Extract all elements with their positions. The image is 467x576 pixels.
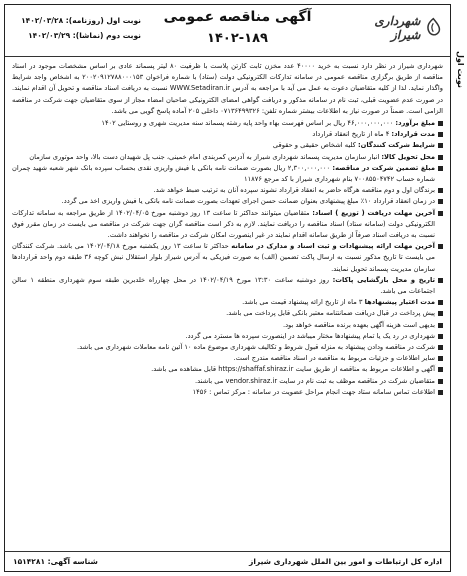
square-bullet-icon (438, 278, 443, 283)
condition-item (12, 353, 443, 364)
condition-label: آخرین مهلت دریافت ( توزیع ) اسناد: (312, 208, 436, 217)
condition-label: تاریخ و محل بازگشایی پاکات: (332, 275, 435, 284)
condition-text (12, 196, 435, 207)
square-bullet-icon (438, 211, 443, 216)
condition-item (12, 152, 443, 163)
square-bullet-icon (438, 367, 443, 372)
square-bullet-icon (438, 323, 443, 328)
condition-value: پیش پرداخت در قبال دریافت ضمانتنامه معتبر بانکی قابل پرداخت می باشد. (226, 309, 435, 318)
condition-item (12, 185, 443, 196)
condition-text (12, 320, 435, 331)
notice-title: آگهی مناقصه عمومی (163, 9, 312, 25)
condition-text (12, 387, 435, 398)
condition-value: شهرداری در رد یک یا تمام پیشنهادها مختار میباشد در اینصورت سپرده ها مسترد می گردد. (185, 331, 435, 340)
condition-label: آخرین مهلت ارائه پیشنهادات و ثبت اسناد و مدارک در سامانه (231, 242, 435, 251)
square-bullet-icon (438, 244, 443, 249)
condition-label: محل تحویل کالا: (381, 152, 435, 161)
publication-side-label: نوبت اول (456, 50, 465, 88)
condition-item (12, 331, 443, 342)
condition-item (12, 364, 443, 375)
condition-text (12, 163, 435, 185)
condition-item (12, 208, 443, 242)
condition-value: متقاضیان میتوانند حداکثر تا ساعت ۱۳ روز دوشنبه مورخ ۱۴۰۲/۰۴/۰۵ از طریق مراجعه به سامانه تدارکات الکترونیکی دولت (سامانه ستاد) اسناد مناقصه را دریافت نمایند. لازم به ذکر است مناقصه گران جهت شرکت در مناقصه می بایست در زمان مقرر فوق نسبت به دریافت اسناد صرفاً از طریق سامانه اقدام نمایند در غیر اینصورت امکان شرکت در مناقصه را نخواهند داشت. (12, 208, 435, 240)
condition-text (12, 364, 435, 375)
condition-value: متقاضیان شرکت در مناقصه موظف به ثبت نام در سایت vendor.shiraz.ir می باشند. (194, 376, 435, 385)
notice-code: ۱۴۰۲-۱۸۹ (207, 31, 268, 46)
condition-item (12, 140, 443, 151)
notice-body (5, 57, 450, 398)
notice-frame (4, 4, 451, 572)
condition-text (12, 342, 435, 353)
square-bullet-icon (438, 311, 443, 316)
intro-paragraph: شهرداری شیراز در نظر دارد نسبت به خرید ۴۰۰۰۰ عدد مخزن ثابت کارتن پلاست با ظرفیت ۸۰ لیتر پسماند عادی بر اساس مشخصات موجود در اسناد مناقصه از طریق برگزاری مناقصه عمومی در سامانه تدارکات الکترونیکی دولت (ستاد) با شماره فراخوان ۲۰۰۲۰۹۱۲۷۸۸۰۰۰۱۵۳ به اشخاص واجد شرایط واگذار نماید. لذا از کلیه متقاضیان دعوت به عمل می آید با مراجعه به آدرس WWW.Setadiran.ir نسبت به دریافت اسناد مناقصه و تحویل آن اقدام نمایند. در صورت عدم عضویت قبلی، ثبت نام در سامانه مذکور و دریافت گواهی امضای الکترونیکی صاحبان امضاء مجاز از سوی متقاضیان جهت شرکت در مناقصه الزامی است. ضمناً در صورت نیاز به اطلاعات بیشتر شماره تلفن: ۰۷۱۳۶۴۹۹۳۲۶ داخلی ۲۰۵ آماده پاسخ گویی می باشد. (12, 62, 443, 115)
square-bullet-icon (438, 132, 443, 137)
condition-item (12, 275, 443, 297)
condition-value: روز دوشنبه ساعت ۱۳:۳۰ مورخ ۱۴۰۲/۰۴/۱۹ در محل چهارراه خلدبرین طبقه سوم شهرداری منطقه ۱ سالن اجتماعات می باشد. (12, 275, 435, 296)
condition-item (12, 320, 443, 331)
square-bullet-icon (438, 199, 443, 204)
condition-value: ۲,۳۰۰,۰۰۰,۰۰۰ ریال بصورت ضمانت نامه بانکی یا فیش واریزی نقدی بحساب سپرده بانک شهر شعبه شهید چمران شماره حساب ۷۰۰۸۵۵۰۴۷۴۲ بنام شهرداری شیراز با کد مرجع ۱۱۸۷۶ (12, 163, 435, 184)
condition-value: انبار سازمان مدیریت پسماند شهرداری شیراز به آدرس کمربندی امام خمینی، جنب پل شهیدان دست بالا، واحد موتوری سازمان (29, 152, 380, 161)
condition-text (12, 185, 435, 196)
condition-item (12, 308, 443, 319)
square-bullet-icon (438, 390, 443, 395)
condition-label: شرایط شرکت کنندگان: (357, 141, 435, 150)
condition-label: مبلغ تضمین شرکت در مناقصه: (332, 163, 435, 172)
logo-text: شهرداری شیراز (374, 14, 421, 42)
condition-text (12, 140, 435, 151)
notice-footer (5, 551, 450, 571)
condition-value: کلیه اشخاص حقیقی و حقوقی (272, 141, 356, 150)
condition-text (12, 308, 435, 319)
condition-item (12, 163, 443, 185)
condition-value: سایر اطلاعات و جزئیات مربوط به مناقصه در اسناد مناقصه مندرج است. (233, 354, 435, 363)
condition-value: اطلاعات تماس سامانه ستاد جهت انجام مراحل عضویت در سامانه : مرکز تماس : ۱۴۵۶ (192, 387, 435, 396)
condition-item (12, 241, 443, 275)
condition-text (12, 208, 435, 242)
department-name: اداره کل ارتباطات و امور بین الملل شهرداری شیراز (249, 557, 442, 566)
notice-header (5, 5, 450, 57)
condition-label: مدت اعتبار پیشنهادها (364, 298, 435, 307)
condition-text (12, 118, 435, 129)
condition-value: شرکت در مناقصه ودادن پیشنهاد به منزله قبول شروط و تکالیف شهرداری موضوع ماده ۱۰ آئین نامه معاملات شهرداری می باشد. (76, 343, 435, 352)
condition-item (12, 196, 443, 207)
condition-text (12, 376, 435, 387)
condition-item (12, 297, 443, 308)
second-publication-date: نوبت دوم (نماشا): ۱۴۰۲/۰۳/۲۹ (28, 31, 141, 40)
condition-text (12, 331, 435, 342)
condition-item (12, 342, 443, 353)
square-bullet-icon (438, 334, 443, 339)
condition-item (12, 118, 443, 129)
condition-text (12, 241, 435, 275)
square-bullet-icon (438, 121, 443, 126)
square-bullet-icon (438, 166, 443, 171)
publication-dates (13, 13, 141, 43)
square-bullet-icon (438, 188, 443, 193)
square-bullet-icon (438, 155, 443, 160)
square-bullet-icon (438, 143, 443, 148)
shiraz-municipality-logo (346, 13, 444, 43)
condition-value: در زمان انعقاد قرارداد ۱۰٪ مبلغ پیشنهادی بعنوان ضمانت حسن اجرای تعهدات بصورت ضمانت نامه بانکی یا فیش واریزی اخذ می گردد. (61, 197, 435, 206)
condition-text (12, 297, 435, 308)
condition-value: بدیهی است هزینه آگهی بعهده برنده مناقصه خواهد بود. (282, 320, 435, 329)
square-bullet-icon (438, 345, 443, 350)
condition-label: مدت قرارداد: (391, 130, 435, 139)
condition-value: حداکثر تا ساعت ۱۳ روز یکشنبه مورخ ۱۴۰۲/۰۴/۱۸ می باشد. شرکت کنندگان می بایست تا تاریخ مذکور نسبت به ارسال پاکت تضمین (الف) به صورت فیزیکی به آدرس شیراز بلوار استقلال نبش کوچه ۳۶ طبقه دوم واحد قراردادها سازمان مدیریت پسماند تحویل نمایند. (12, 242, 435, 273)
conditions-list (12, 118, 443, 398)
municipality-emblem-icon (423, 16, 444, 40)
condition-label: مبلغ برآورد: (395, 119, 435, 128)
condition-value: ۴۶,۰۰۰,۰۰۰,۰۰۰ ریال بر اساس فهرست بهاء واحد پایه رشته پسماند سنه مدیریت شهری و روستایی ۱۴۰۲ (101, 119, 394, 128)
condition-value: ۳ ماه از تاریخ ارائه پیشنهاد قیمت می باشد. (242, 298, 363, 307)
condition-text (12, 275, 435, 297)
condition-item (12, 376, 443, 387)
condition-item (12, 387, 443, 398)
condition-value: آگهی و اطلاعات مربوط به مناقصه از طریق سایت https://shaffaf.shiraz.ir قابل مشاهده می باشد. (151, 365, 435, 374)
condition-text (12, 353, 435, 364)
square-bullet-icon (438, 379, 443, 384)
condition-text (12, 129, 435, 140)
ad-id: شناسه آگهی: ۱۵۱۴۲۸۱ (13, 557, 98, 566)
square-bullet-icon (438, 356, 443, 361)
condition-value: برندگان اول و دوم مناقصه هرگاه حاضر به انعقاد قرارداد نشوند سپرده آنان به ترتیب ضبط خواهد شد. (153, 186, 435, 195)
title-box (155, 9, 320, 46)
square-bullet-icon (438, 300, 443, 305)
first-publication-date: نوبت اول (روزنامه): ۱۴۰۲/۰۳/۲۸ (21, 16, 141, 25)
condition-value: ۴ ماه از تاریخ انعقاد قرارداد (312, 130, 390, 139)
condition-text (12, 152, 435, 163)
condition-item (12, 129, 443, 140)
